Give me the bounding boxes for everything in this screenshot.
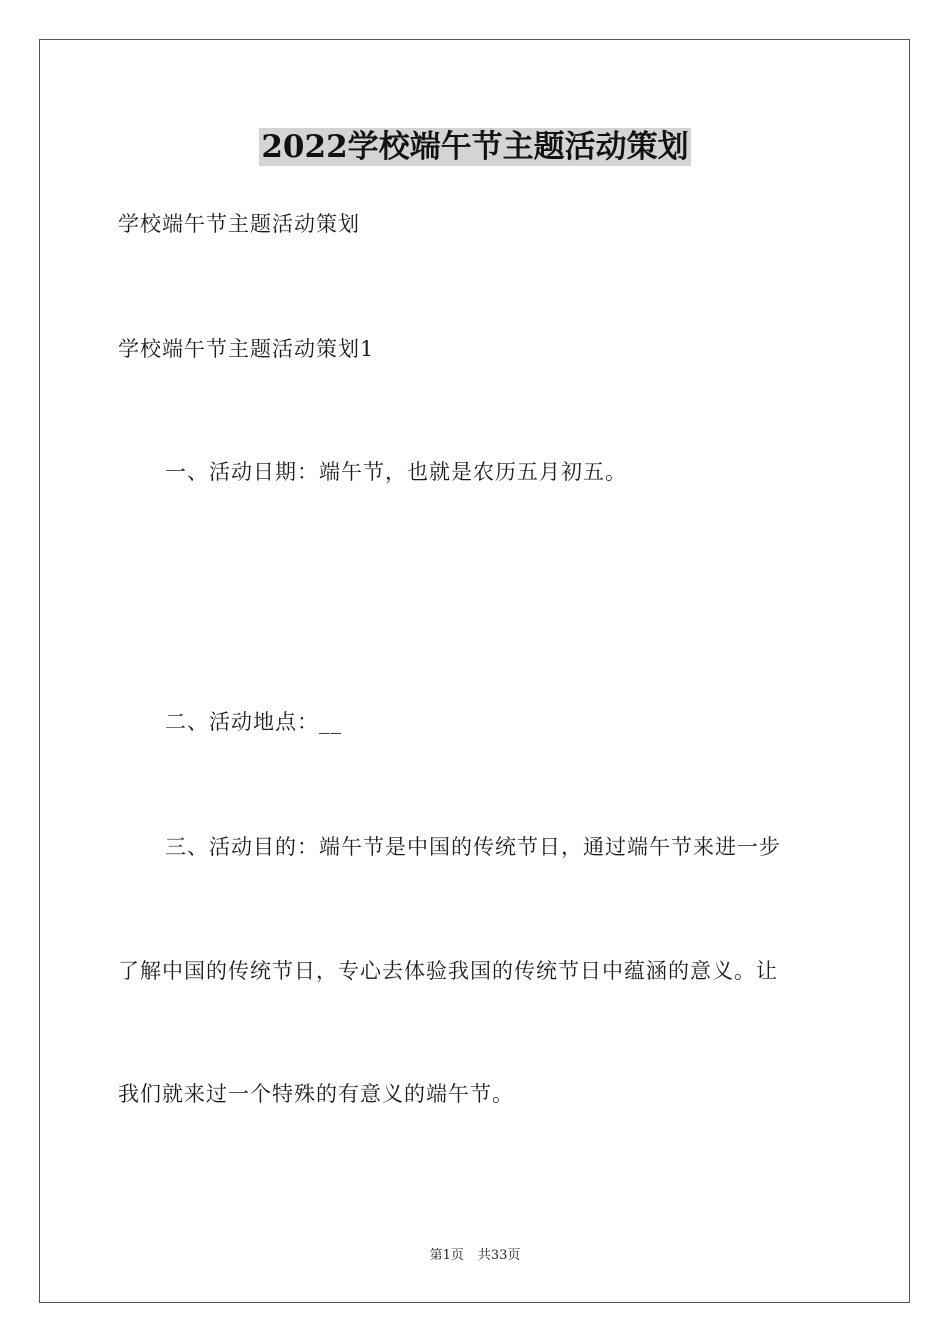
paragraph-activity-date: 一、活动日期：端午节，也就是农历五月初五。 <box>165 460 627 484</box>
page-number-current: 第1页 <box>429 1248 464 1263</box>
paragraph-activity-purpose: 三、活动目的：端午节是中国的传统节日，通过端午节来进一步 <box>165 835 781 859</box>
paragraph-activity-location: 二、活动地点：__ <box>165 710 342 734</box>
paragraph-section-heading: 学校端午节主题活动策划1 <box>118 337 375 361</box>
page-number-total: 共33页 <box>477 1248 521 1263</box>
title-container <box>0 128 950 166</box>
document-title: 2022学校端午节主题活动策划 <box>261 129 689 165</box>
paragraph-subtitle: 学校端午节主题活动策划 <box>118 212 360 236</box>
page-footer <box>0 1247 950 1265</box>
paragraph-purpose-end: 我们就来过一个特殊的有意义的端午节。 <box>118 1082 514 1106</box>
paragraph-purpose-continued: 了解中国的传统节日，专心去体验我国的传统节日中蕴涵的意义。让 <box>118 959 778 983</box>
